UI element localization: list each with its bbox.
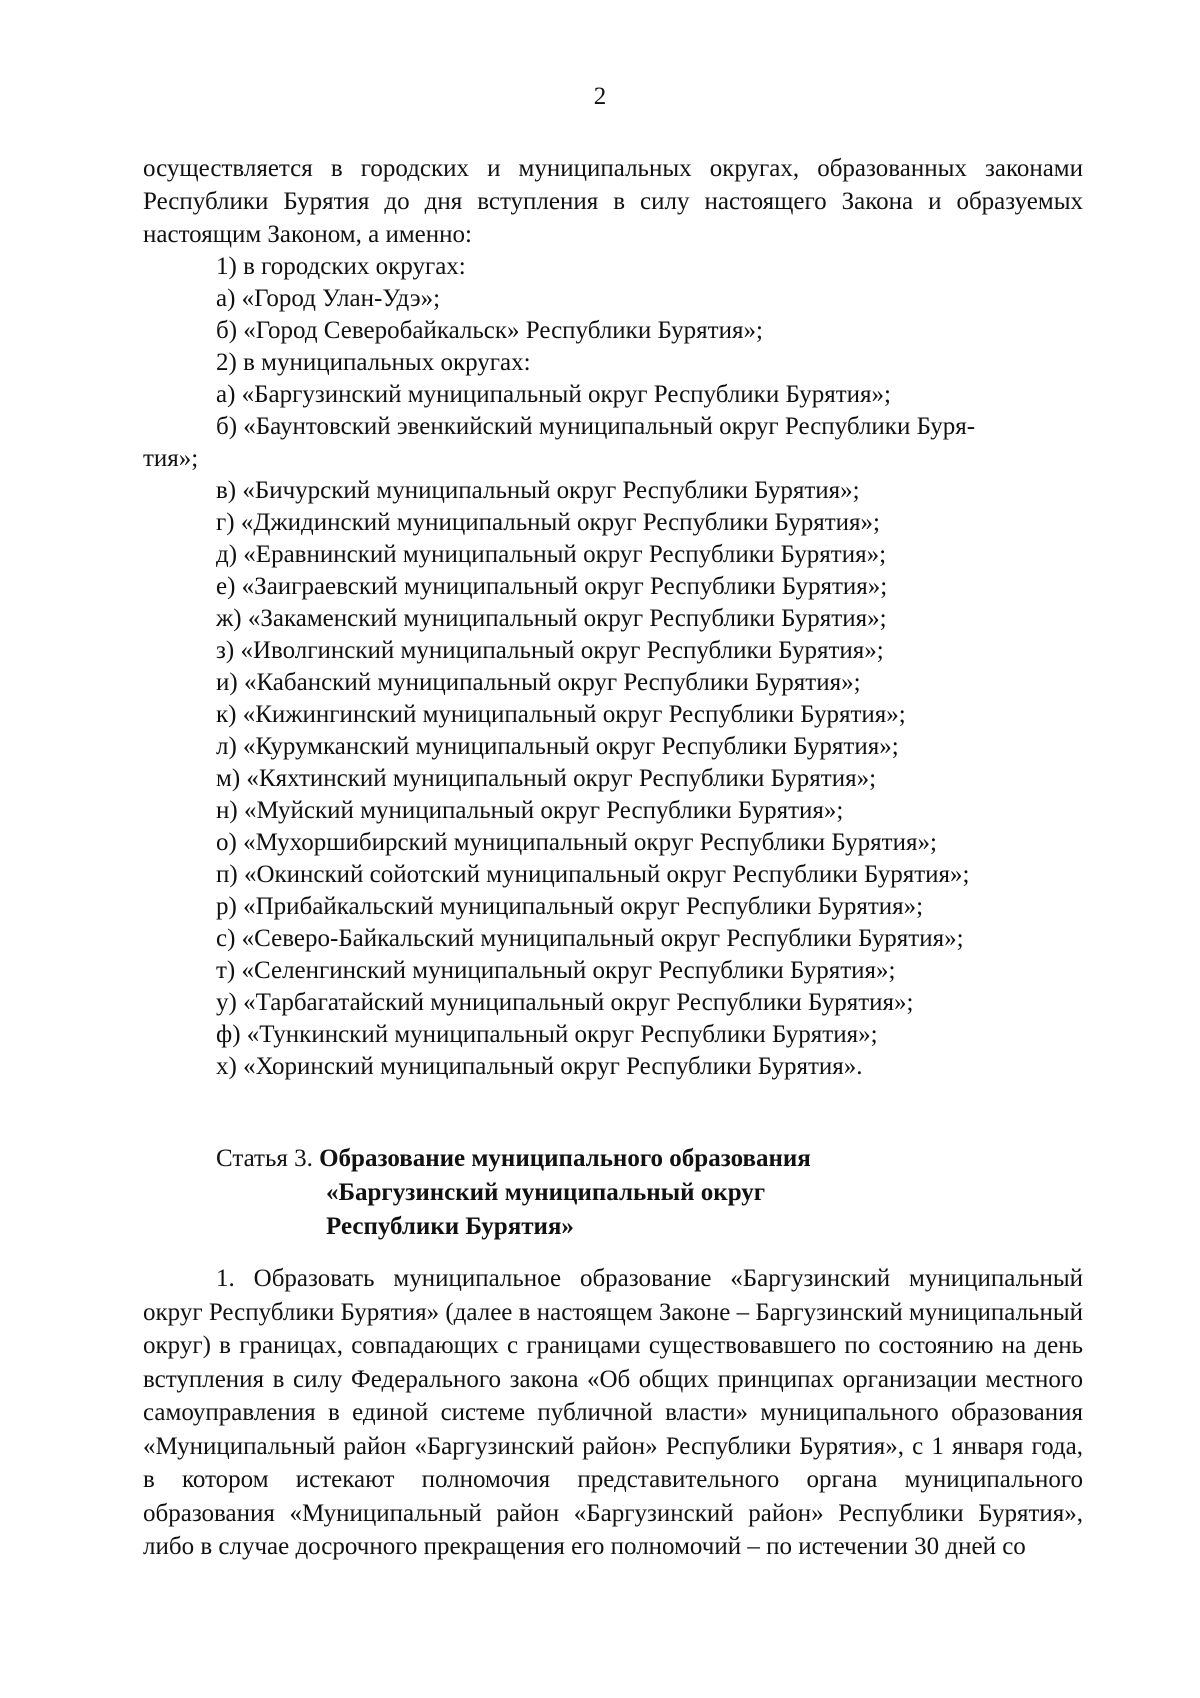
article-label: Статья 3. (216, 1145, 313, 1172)
list-item: г) «Джидинский муниципальный округ Республики Бурятия»; (216, 509, 880, 536)
list-item: ф) «Тункинский муниципальный округ Республики Бурятия»; (216, 1021, 878, 1048)
list-item: а) «Баргузинский муниципальный округ Республики Бурятия»; (216, 381, 891, 408)
list-item: с) «Северо-Байкальский муниципальный округ Республики Бурятия»; (216, 925, 964, 952)
list-item: а) «Город Улан-Удэ»; (216, 285, 441, 312)
list-item: к) «Кижингинский муниципальный округ Республики Бурятия»; (216, 701, 906, 728)
list-item-wrapped-rest: тия»; (143, 445, 199, 472)
list-item: т) «Селенгинский муниципальный округ Республики Бурятия»; (216, 957, 896, 984)
list-item: в) «Бичурский муниципальный округ Республики Бурятия»; (216, 477, 860, 504)
list-item: х) «Хоринский муниципальный округ Республики Бурятия». (216, 1053, 863, 1080)
list-item: 1) в городских округах: (216, 253, 466, 280)
list-item: д) «Еравнинский муниципальный округ Республики Бурятия»; (216, 541, 887, 568)
district-list (143, 251, 1083, 1083)
list-item: н) «Муйский муниципальный округ Республики Бурятия»; (216, 797, 844, 824)
list-item: ж) «Закаменский муниципальный округ Республики Бурятия»; (216, 605, 887, 632)
list-item: п) «Окинский сойотский муниципальный округ Республики Бурятия»; (216, 861, 970, 888)
article-heading-line-1 (216, 1142, 1076, 1176)
article-heading (216, 1142, 1076, 1244)
article-paragraph-1: 1. Образовать муниципальное образование «Баргузинский муниципальный округ Республики Бурятия» (далее в настоящем Законе – Баргузинский муниципальный округ) в границах, совпадающих с границами существовавшего по состоянию на день вступления в силу Федерального закона «Об общих принципах организации местного самоуправления в единой системе публичной власти» муниципального образования «Муниципальный район «Баргузинский район» Республики Бурятия», с 1 января года, в котором истекают полномочия представительного органа муниципального образования «Муниципальный район «Баргузинский район» Республики Бурятия», либо в случае досрочного прекращения его полномочий – по истечении 30 дней со (143, 1265, 1083, 1560)
article-title-line-2: «Баргузинский муниципальный округ (326, 1179, 766, 1206)
list-item: у) «Тарбагатайский муниципальный округ Республики Бурятия»; (216, 989, 914, 1016)
list-item: м) «Кяхтинский муниципальный округ Республики Бурятия»; (216, 765, 877, 792)
list-item: л) «Курумканский муниципальный округ Республики Бурятия»; (216, 733, 899, 760)
list-item: р) «Прибайкальский муниципальный округ Республики Бурятия»; (216, 893, 924, 920)
list-item: о) «Мухоршибирский муниципальный округ Республики Бурятия»; (216, 829, 937, 856)
list-item: б) «Город Северобайкальск» Республики Бурятия»; (216, 317, 763, 344)
article-title-line-1: Образование муниципального образования (319, 1145, 811, 1172)
page-number: 2 (593, 83, 607, 110)
list-item-wrapped-first: б) «Баунтовский эвенкийский муниципальный округ Республики Буря- (216, 413, 976, 440)
list-item: 2) в муниципальных округах: (216, 349, 531, 376)
list-item: и) «Кабанский муниципальный округ Республики Бурятия»; (216, 669, 861, 696)
article-title-line-3: Республики Бурятия» (326, 1213, 574, 1240)
list-item: е) «Заиграевский муниципальный округ Республики Бурятия»; (216, 573, 888, 600)
intro-paragraph: осуществляется в городских и муниципальных округах, образованных законами Республики Бурятия до дня вступления в силу настоящего Закона и образуемых настоящим Законом, а именно: (143, 155, 1083, 248)
list-item: з) «Иволгинский муниципальный округ Республики Бурятия»; (216, 637, 884, 664)
